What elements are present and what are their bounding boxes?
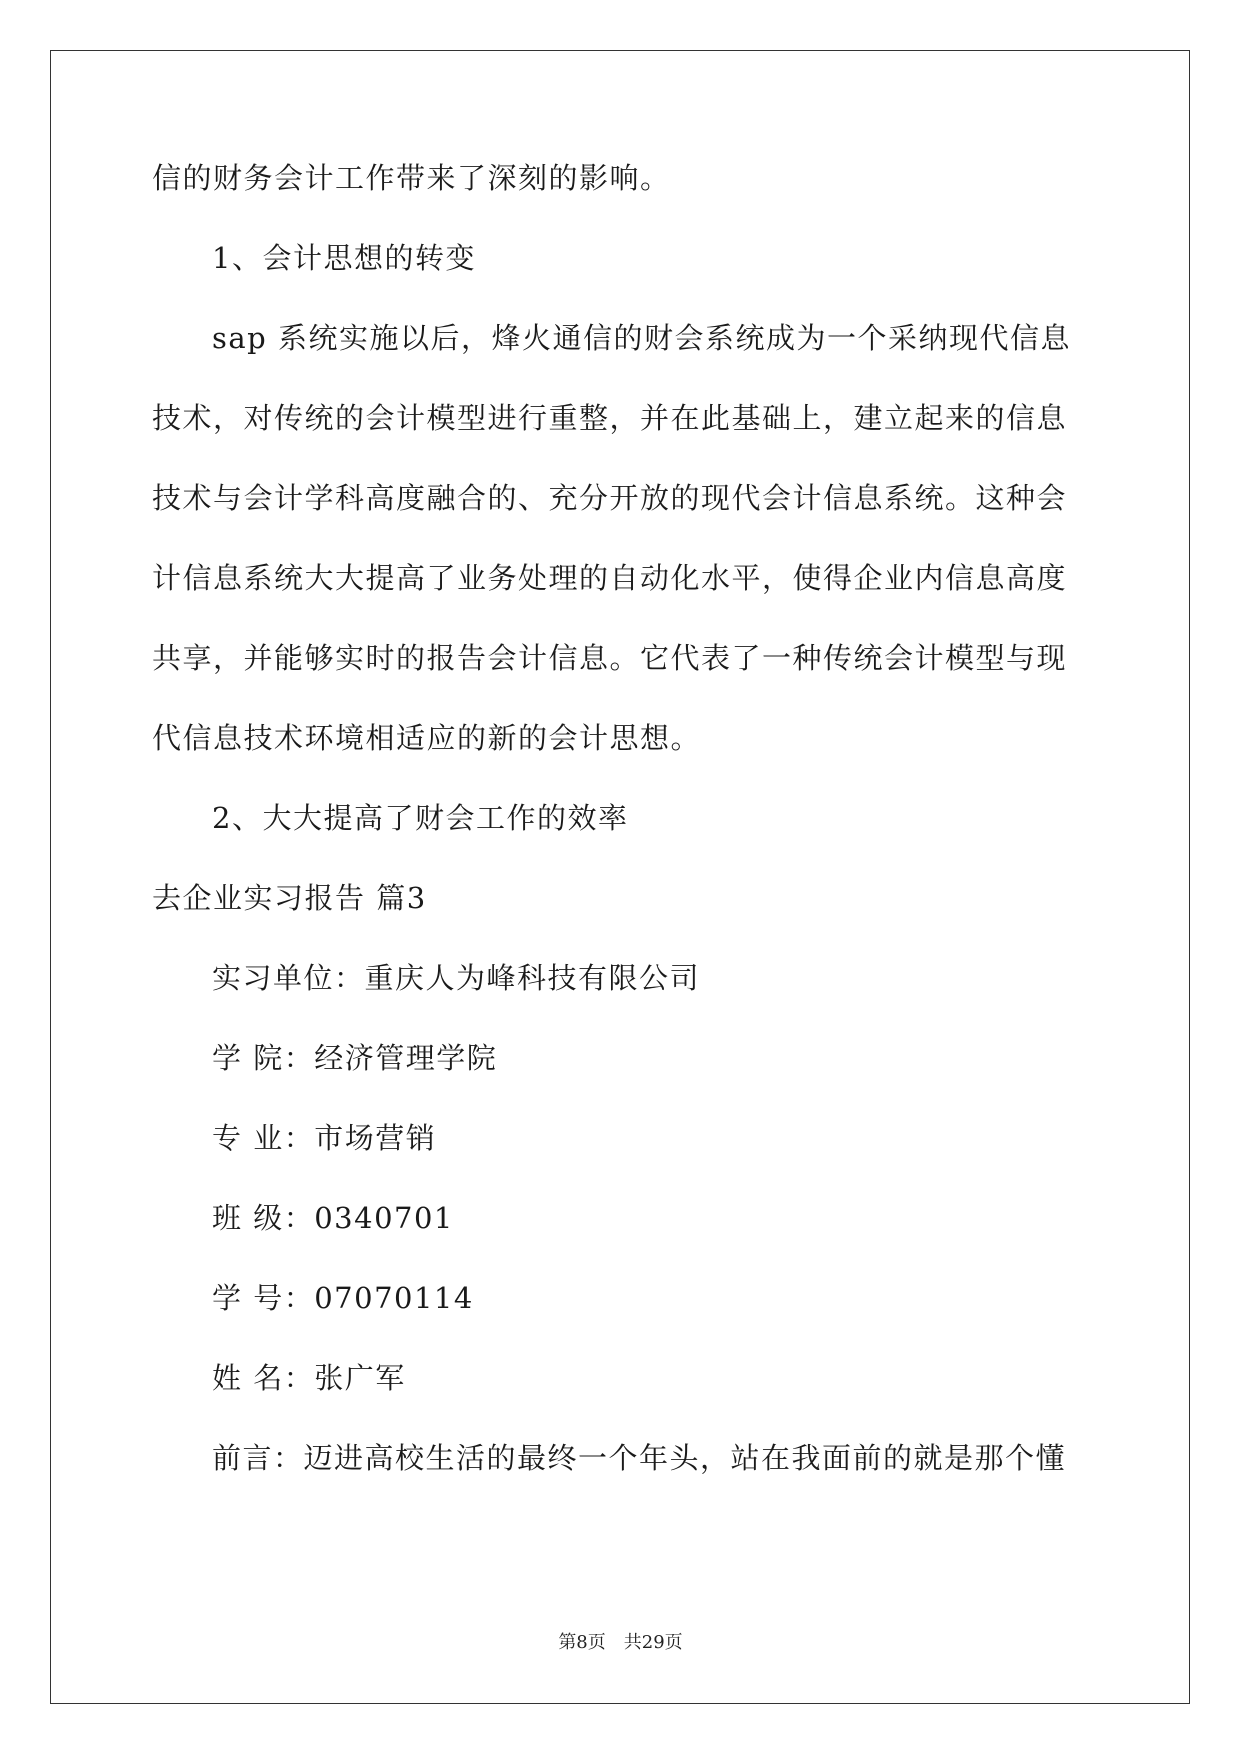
paragraph-line: 代信息技术环境相适应的新的会计思想。	[152, 721, 702, 755]
info-college: 学 院：经济管理学院	[212, 1041, 498, 1075]
info-class: 班 级：0340701	[212, 1201, 454, 1235]
info-internship-unit: 实习单位：重庆人为峰科技有限公司	[212, 961, 701, 995]
document-body	[152, 163, 1092, 1523]
info-name: 姓 名：张广军	[212, 1361, 406, 1395]
info-major: 专 业：市场营销	[212, 1121, 437, 1155]
paragraph-line: 前言：迈进高校生活的最终一个年头，站在我面前的就是那个懂	[212, 1441, 1067, 1475]
paragraph-line: 技术，对传统的会计模型进行重整，并在此基础上，建立起来的信息	[152, 401, 1068, 435]
paragraph-line: sap 系统实施以后，烽火通信的财会系统成为一个采纳现代信息	[212, 321, 1071, 355]
page-footer	[0, 1628, 1241, 1654]
page-number: 第8页	[558, 1632, 606, 1653]
report-title: 去企业实习报告 篇3	[152, 881, 427, 915]
paragraph-line: 计信息系统大大提高了业务处理的自动化水平，使得企业内信息高度	[152, 561, 1068, 595]
paragraph-line: 信的财务会计工作带来了深刻的影响。	[152, 161, 671, 195]
section-heading: 1、会计思想的转变	[212, 241, 476, 275]
page-total: 共29页	[623, 1632, 683, 1653]
info-student-id: 学 号：07070114	[212, 1281, 474, 1315]
paragraph-line: 技术与会计学科高度融合的、充分开放的现代会计信息系统。这种会	[152, 481, 1068, 515]
section-heading: 2、大大提高了财会工作的效率	[212, 801, 629, 835]
paragraph-line: 共享，并能够实时的报告会计信息。它代表了一种传统会计模型与现	[152, 641, 1068, 675]
